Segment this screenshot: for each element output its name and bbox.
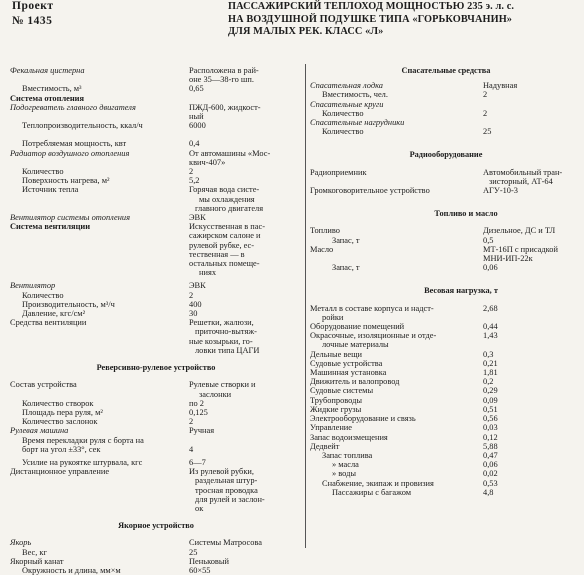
spec-key: Рулевая машина — [10, 426, 69, 436]
spec-value: 60×55 — [189, 565, 211, 575]
spec-value: 0,65 — [189, 84, 204, 94]
spec-key — [310, 331, 480, 349]
spec-key: Количество заслонок — [22, 417, 98, 427]
spec-row — [10, 467, 302, 513]
spec-key: Вместимость, м³ — [22, 84, 82, 94]
spec-value: Дизельное, ДС и ТЛ — [483, 226, 556, 236]
spec-row — [310, 236, 582, 245]
spec-value — [480, 245, 582, 263]
spec-row — [310, 168, 582, 186]
spec-row — [10, 566, 302, 575]
spec-row — [10, 318, 302, 355]
spec-row — [10, 300, 302, 309]
section-heading: Радиооборудование — [409, 150, 483, 160]
spec-value-line: ок — [195, 503, 204, 513]
spec-value-line: 4 — [189, 444, 194, 454]
spec-value-line: квич-407» — [189, 157, 226, 167]
spec-value — [186, 467, 302, 513]
spec-key: Производительность, м³/ч — [22, 299, 115, 309]
spec-value-line: ПЖД-600, жидкост- — [189, 102, 261, 112]
spec-value-line: приточно-вытяж- — [195, 327, 257, 337]
spec-value-line: рулевой рубке, ес- — [189, 240, 255, 250]
spec-row — [310, 118, 582, 127]
spec-row — [10, 426, 302, 435]
spec-value-line: оне 35—38-го шп. — [189, 75, 254, 85]
spec-row — [310, 226, 582, 235]
spec-value-line: остальных помеще- — [189, 259, 260, 269]
spec-key: Запас водоизмещения — [310, 432, 388, 442]
spec-row — [310, 442, 582, 451]
spec-key: Потребляемая мощность, квт — [22, 139, 127, 149]
spec-key: Оборудование помещений — [310, 322, 405, 332]
spec-row — [310, 451, 582, 460]
spec-key-line: лочные материалы — [322, 340, 389, 350]
spec-key: Масло — [310, 244, 334, 254]
spec-value: Ручная — [189, 426, 215, 436]
spec-key: Вентилятор системы отопления — [10, 213, 130, 223]
spec-value: 1,43 — [483, 331, 498, 341]
spec-key: Громкоговорительное устройство — [310, 186, 430, 196]
project-number: № 1435 — [12, 15, 53, 27]
spec-value: 30 — [189, 309, 198, 319]
spec-value: 0,2 — [483, 377, 494, 387]
spec-row — [310, 377, 582, 386]
spec-key: Система отопления — [10, 93, 85, 103]
spec-value: 0,56 — [483, 414, 498, 424]
document-title — [228, 1, 578, 39]
spec-value — [186, 185, 302, 213]
spec-key: Окружность и длина, мм×м — [22, 565, 121, 575]
spec-row — [310, 186, 582, 195]
spec-value: Надувная — [483, 81, 518, 91]
spec-value: Пеньковый — [189, 556, 229, 566]
spec-row — [310, 488, 582, 497]
spec-value: 25 — [189, 547, 198, 557]
spec-row — [10, 548, 302, 557]
spec-value-line: мы охлаждения — [199, 194, 255, 204]
spec-value-line: сажирском салоне и — [189, 231, 261, 241]
spec-row — [310, 386, 582, 395]
spec-value-line: тественная — в — [189, 249, 245, 259]
spec-row — [10, 103, 302, 121]
spec-key-line: Металл в составе корпуса и надст- — [310, 303, 434, 313]
spec-key: Жидкие грузы — [310, 404, 362, 414]
spec-value-line: ные козырьки, го- — [189, 336, 253, 346]
spec-value: 0,53 — [483, 478, 498, 488]
spec-value: 5,88 — [483, 441, 498, 451]
spec-key: Радиоприемник — [310, 167, 367, 177]
spec-key: Источник тепла — [22, 185, 79, 195]
spec-row — [10, 167, 302, 176]
spec-key: Движитель и валопровод — [310, 377, 400, 387]
spec-value-line: для рулей и заслон- — [195, 494, 265, 504]
spec-row — [10, 139, 302, 148]
spec-row — [10, 66, 302, 84]
spec-key: Теплопроизводительность, ккал/ч — [22, 121, 143, 131]
spec-row — [310, 479, 582, 488]
spec-key: Давление, кгс/см² — [22, 309, 86, 319]
spec-key: Дистанционное управление — [10, 467, 110, 477]
spec-row — [310, 368, 582, 377]
spec-value-line: МНИ-ИП-22к — [483, 254, 533, 264]
spec-key: Состав устройства — [10, 380, 77, 390]
spec-value: 6000 — [189, 121, 206, 131]
spec-value-line: От автомашины «Мос- — [189, 148, 271, 158]
spec-value — [186, 436, 302, 454]
spec-key — [310, 304, 480, 322]
spec-value: 2 — [189, 417, 194, 427]
title-line: НА ВОЗДУШНОЙ ПОДУШКЕ ТИПА «ГОРЬКОВЧАНИН» — [228, 13, 513, 25]
spec-value-line: зисторный, АТ-64 — [489, 176, 553, 186]
section-heading: Якорное устройство — [118, 521, 194, 531]
spec-row — [310, 127, 582, 136]
spec-row — [10, 458, 302, 467]
spec-key: Количество — [322, 108, 364, 118]
spec-row — [10, 309, 302, 318]
spec-value: 6—7 — [189, 457, 206, 467]
spec-value: 2 — [483, 90, 488, 100]
spec-value-line: главного двигателя — [195, 203, 264, 213]
spec-value — [186, 103, 302, 121]
spec-key: Спасательные нагрудники — [310, 118, 405, 128]
spec-value: 2 — [189, 167, 194, 177]
spec-value: 0,47 — [483, 450, 498, 460]
spec-key: Средства вентиляции — [10, 318, 87, 328]
spec-row — [10, 399, 302, 408]
spec-key-line: Время перекладки руля с борта на — [22, 435, 144, 445]
spec-value: Системы Матросова — [189, 538, 262, 548]
spec-key: Подогреватель главного двигателя — [10, 102, 136, 112]
spec-value-line: МТ-16П с присадкой — [483, 244, 558, 254]
spec-row — [10, 408, 302, 417]
spec-key: Количество — [22, 290, 64, 300]
title-line: ДЛЯ МАЛЫХ РЕК. КЛАСС «Л» — [228, 26, 384, 38]
spec-value — [186, 149, 302, 167]
spec-key: Площадь пера руля, м² — [22, 407, 103, 417]
spec-value — [186, 66, 302, 84]
spec-row — [310, 90, 582, 99]
spec-value: 0,21 — [483, 358, 498, 368]
spec-value-line: Рулевые створки и — [189, 380, 256, 390]
spec-row — [310, 81, 582, 90]
spec-key: Количество — [22, 167, 64, 177]
spec-value: 0,03 — [483, 423, 498, 433]
spec-key: Запас, т — [332, 235, 360, 245]
spec-key: Количество створок — [22, 398, 94, 408]
spec-row — [10, 84, 302, 93]
spec-key: Вместимость, чел. — [322, 90, 388, 100]
spec-row — [10, 222, 302, 277]
spec-value-line: ный — [189, 112, 204, 122]
spec-row — [10, 436, 302, 454]
spec-row — [310, 460, 582, 469]
spec-row — [10, 185, 302, 213]
spec-value — [480, 168, 582, 186]
spec-row — [310, 331, 582, 349]
spec-value: 0,29 — [483, 386, 498, 396]
spec-value: ЭВК — [189, 213, 206, 223]
spec-row — [10, 213, 302, 222]
spec-row — [10, 149, 302, 167]
spec-key: Спасательные круги — [310, 99, 384, 109]
spec-value: 0,4 — [189, 139, 200, 149]
spec-row — [10, 557, 302, 566]
spec-key: Усилие на рукоятке штурвала, кгс — [22, 457, 143, 467]
spec-value: 400 — [189, 299, 202, 309]
spec-key: Запас, т — [332, 263, 360, 273]
spec-row — [10, 291, 302, 300]
spec-row — [310, 109, 582, 118]
spec-key — [10, 436, 186, 454]
spec-value: 0,125 — [189, 407, 208, 417]
spec-key: Якорь — [10, 538, 32, 548]
spec-row — [10, 176, 302, 185]
spec-value: 0,02 — [483, 469, 498, 479]
spec-value-line: Из рулевой рубки, — [189, 467, 254, 477]
spec-value-line: Решетки, жалюзи, — [189, 318, 254, 328]
spec-row — [10, 121, 302, 130]
spec-key: Электрооборудование и связь — [310, 414, 416, 424]
title-line: ПАССАЖИРСКИЙ ТЕПЛОХОД МОЩНОСТЬЮ 235 э. л. с. — [228, 1, 515, 12]
spec-value-line: Автомобильный тран- — [483, 167, 563, 177]
spec-row — [10, 281, 302, 290]
spec-value-line: Горячая вода систе- — [189, 185, 260, 195]
spec-key-line: борт на угол ±33°, сек — [22, 444, 101, 454]
spec-value: 4,8 — [483, 487, 494, 497]
spec-value-line: ловки типа ЦАГИ — [195, 345, 260, 355]
spec-value: 5,2 — [189, 176, 200, 186]
spec-row — [310, 396, 582, 405]
spec-row — [310, 304, 582, 322]
spec-key: Вентилятор — [10, 281, 56, 291]
spec-value-line: заслонки — [199, 389, 232, 399]
spec-key: Пассажиры с багажом — [332, 487, 412, 497]
spec-key: Управление — [310, 423, 353, 433]
spec-row — [310, 100, 582, 109]
spec-key: Судовые устройства — [310, 358, 383, 368]
section-heading: Весовая нагрузка, т — [424, 286, 498, 296]
spec-key: Система вентиляции — [10, 222, 91, 232]
spec-value-line: Искусственная в пас- — [189, 222, 266, 232]
spec-row — [310, 433, 582, 442]
section-heading: Топливо и масло — [434, 209, 498, 219]
spec-value: 2 — [189, 290, 194, 300]
spec-value: 0,44 — [483, 322, 498, 332]
spec-value-line: раздельная штур- — [195, 476, 258, 486]
spec-value: 0,09 — [483, 395, 498, 405]
spec-value-line: тросная проводка — [195, 485, 258, 495]
spec-key: Якорный канат — [10, 556, 64, 566]
spec-row — [10, 538, 302, 547]
spec-value: по 2 — [189, 398, 204, 408]
spec-row — [310, 469, 582, 478]
left-column — [10, 66, 302, 575]
spec-row — [310, 414, 582, 423]
spec-row — [10, 417, 302, 426]
spec-value: ЭВК — [189, 281, 206, 291]
spec-row — [10, 380, 302, 398]
spec-value — [186, 318, 302, 355]
spec-value: 1,81 — [483, 368, 498, 378]
spec-row — [310, 263, 582, 272]
section-heading: Реверсивно-рулевое устройство — [96, 363, 216, 373]
spec-value-line: Расположена в рай- — [189, 66, 259, 75]
spec-value: 25 — [483, 127, 492, 137]
spec-key-line: Окрасочные, изоляционные и отде- — [310, 331, 437, 341]
spec-value: АГУ-10-3 — [483, 186, 518, 196]
spec-key: Запас топлива — [322, 450, 373, 460]
spec-key: Фекальная цистерна — [10, 66, 85, 75]
spec-row — [310, 359, 582, 368]
spec-key: Количество — [322, 127, 364, 137]
spec-key: Трубопроводы — [310, 395, 362, 405]
spec-key: Снабжение, экипаж и провизия — [322, 478, 434, 488]
spec-key: Спасательная лодка — [310, 81, 383, 91]
right-column — [310, 66, 582, 497]
spec-value — [186, 222, 302, 277]
spec-value: 0,12 — [483, 432, 498, 442]
spec-value: 2 — [483, 108, 488, 118]
column-divider — [305, 64, 306, 548]
spec-value-line: ниях — [199, 268, 217, 278]
spec-key: Топливо — [310, 226, 340, 236]
spec-value: 0,51 — [483, 404, 498, 414]
spec-key: Вес, кг — [22, 547, 47, 557]
spec-row — [10, 94, 302, 103]
page-header — [0, 0, 584, 44]
spec-value: 0,06 — [483, 460, 498, 470]
spec-key: Судовые системы — [310, 386, 374, 396]
spec-row — [310, 405, 582, 414]
spec-key: Радиатор воздушного отопления — [10, 148, 130, 158]
section-heading: Спасательные средства — [401, 66, 491, 75]
spec-value: 2,68 — [483, 303, 498, 313]
project-label: Проект — [12, 0, 54, 12]
spec-key: Машинная установка — [310, 368, 387, 378]
spec-key-line: ройки — [322, 312, 344, 322]
spec-key: » масла — [332, 460, 359, 470]
spec-row — [310, 245, 582, 263]
spec-row — [310, 322, 582, 331]
spec-value — [186, 380, 302, 398]
spec-value: 0,06 — [483, 263, 498, 273]
spec-row — [310, 423, 582, 432]
spec-key: Дельные вещи — [310, 349, 363, 359]
spec-key: Дедвейт — [310, 441, 340, 451]
spec-value: 0,5 — [483, 235, 494, 245]
spec-key: Поверхность нагрева, м² — [22, 176, 110, 186]
spec-value: 0,3 — [483, 349, 494, 359]
spec-key: » воды — [332, 469, 357, 479]
spec-row — [310, 350, 582, 359]
